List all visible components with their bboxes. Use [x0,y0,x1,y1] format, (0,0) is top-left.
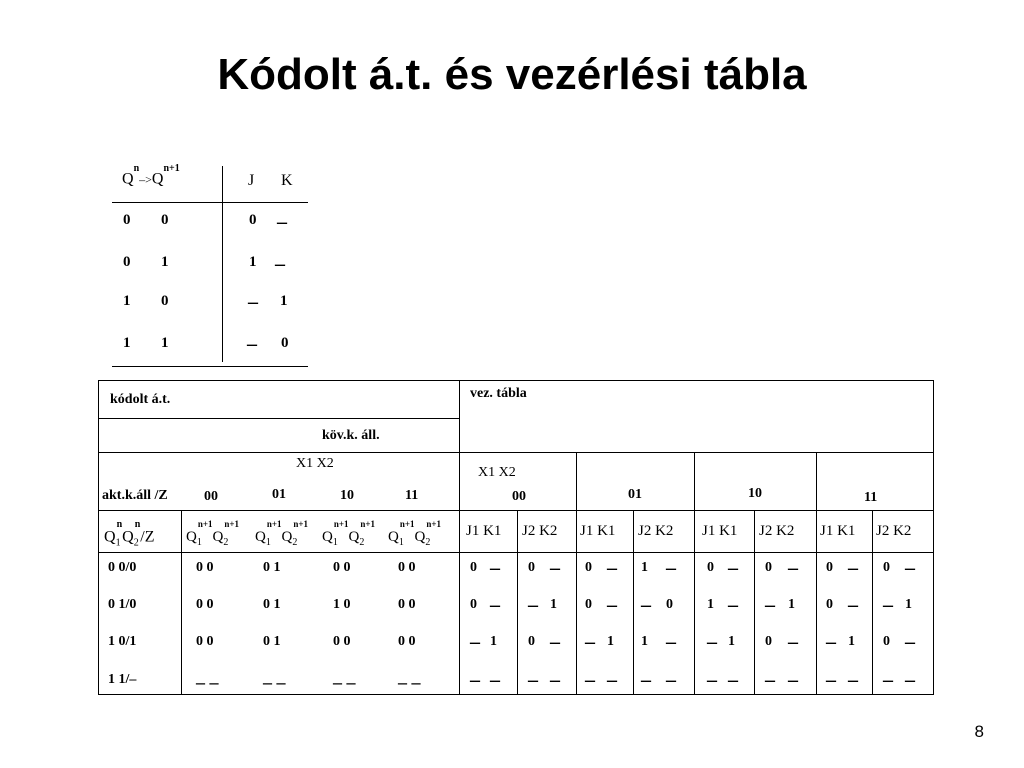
jk-value-cell: 1 [788,597,795,612]
next-state-cell: 1 0 [333,597,351,612]
state-cell [108,598,136,612]
jk-value-cell: – [826,669,836,691]
qn1-header [388,519,441,548]
jk-value-cell: – [470,631,480,653]
input-11-left: 11 [405,488,419,503]
rule [98,418,460,419]
jk-header-group [702,524,737,539]
input-01-right: 01 [628,487,642,502]
q1: Q [186,529,197,545]
next-state-cell: 0 0 [333,634,351,649]
jk-value-cell: – [666,631,676,653]
next-state-cell: 0 0 [398,597,416,612]
jk-value-cell: 0 [707,560,714,575]
jk-value-cell: 1 [641,634,648,649]
jk-cell: 1 [123,335,131,351]
jk-cell: 0 [281,335,289,351]
jk-value-cell: – [848,669,858,691]
next-state-cell: 0 0 [398,634,416,649]
jk-value-cell: 1 [550,597,557,612]
jk-header-group [876,524,911,539]
next-state-cell: – – [398,672,421,692]
input-10-right: 10 [748,486,762,501]
next-state-cell: 0 0 [333,560,351,575]
state-cell [108,673,136,687]
z-label: /Z [140,528,155,546]
rule [933,380,934,694]
state-code: 1 0 [108,634,126,649]
jk-header-transition [122,163,180,188]
sup-n1: n+1 [266,519,282,529]
jk-value-cell: – [528,594,538,616]
k2-header: K2 [539,523,558,539]
jk-value-cell: – [765,669,775,691]
jk-value-cell: 1 [490,634,497,649]
next-state-cell: – – [333,672,356,692]
jk-header-group [820,524,855,539]
z-value: /– [125,672,137,687]
sub-1: 1 [196,537,202,548]
jk-cell: 0 [123,254,131,270]
jk-bottom-rule [112,366,308,367]
j1-header: J1 [580,523,594,539]
rule [633,510,634,694]
sup-n1: n+1 [399,519,415,529]
z-value: /0 [125,597,137,612]
input-00-left: 00 [204,489,218,504]
jk-cell: – [248,291,258,313]
jk-cell: 0 [161,212,169,228]
sup-n1: n+1 [197,519,213,529]
sup-n: n [116,519,123,530]
jk-value-cell: – [788,631,798,653]
sub-1: 1 [265,537,271,548]
jk-header-group [580,524,615,539]
jk-cell: – [277,211,287,233]
jk-cell: 1 [249,254,257,270]
jk-value-cell: 0 [765,560,772,575]
sub-2: 2 [425,537,431,548]
jk-value-cell: 0 [826,597,833,612]
jk-value-cell: 0 [585,560,592,575]
next-state-cell: 0 1 [263,597,281,612]
k1-header: K1 [483,523,502,539]
jk-value-cell: – [883,594,893,616]
jk-value-cell: – [550,669,560,691]
jk-value-cell: 0 [470,560,477,575]
rule [98,380,934,381]
header-q: Q [122,170,134,188]
jk-vertical-rule [222,166,223,362]
header-sup-n: n [133,163,140,174]
jk-value-cell: – [666,669,676,691]
next-state-cell: 0 1 [263,560,281,575]
jk-value-cell: – [883,669,893,691]
jk-cell: 1 [161,254,169,270]
jk-cell: 0 [249,212,257,228]
rule [517,510,518,694]
state-code: 1 1 [108,672,126,687]
jk-header-rule [112,202,308,203]
header-arrow: –> [139,172,152,187]
j2-header: J2 [876,523,890,539]
jk-value-cell: – [607,594,617,616]
jk-header-k: K [281,172,293,189]
rule [98,552,934,553]
jk-header-group [522,524,557,539]
state-code: 0 0 [108,560,126,575]
rule [98,380,99,694]
sub-1: 1 [115,537,121,549]
sup-n1: n+1 [293,519,308,529]
jk-value-cell: – [490,669,500,691]
jk-value-cell: 0 [883,560,890,575]
qn1-header [322,519,375,548]
rule [872,510,873,694]
page-title: Kódolt á.t. és vezérlési tábla [217,50,807,99]
jk-value-cell: – [788,669,798,691]
jk-cell: 1 [123,293,131,309]
jk-value-cell: 1 [728,634,735,649]
k2-header: K2 [893,523,912,539]
sub-2: 2 [133,537,139,549]
jk-value-cell: – [728,669,738,691]
q2: Q [122,528,134,546]
qn1-header [186,519,239,548]
sub-1: 1 [398,537,404,548]
jk-value-cell: 0 [883,634,890,649]
state-cell [108,561,136,575]
jk-value-cell: 0 [765,634,772,649]
sup-n1: n+1 [333,519,349,529]
k2-header: K2 [655,523,674,539]
input-01-left: 01 [272,487,286,502]
rule [181,510,182,694]
jk-value-cell: – [765,594,775,616]
q2: Q [212,529,224,545]
kov-label: köv.k. áll. [322,428,380,443]
state-cell [108,635,136,649]
jk-value-cell: – [905,669,915,691]
q2: Q [281,529,293,545]
q2: Q [414,529,426,545]
sup-n1: n+1 [224,519,239,529]
rule [98,510,934,511]
jk-value-cell: – [826,631,836,653]
jk-value-cell: – [728,594,738,616]
jk-header-group [466,524,501,539]
header-q2: Q [151,170,164,188]
sub-2: 2 [292,537,298,548]
jk-value-cell: – [728,557,738,579]
j1-header: J1 [820,523,834,539]
vez-label: vez. tábla [470,386,527,401]
k2-header: K2 [776,523,795,539]
z-value: /1 [125,634,137,649]
z-value: /0 [125,560,137,575]
k1-header: K1 [597,523,616,539]
rule [694,452,695,694]
header-sup-n1: n+1 [163,163,180,174]
sub-2: 2 [223,537,229,548]
rule [816,452,817,694]
state-code: 0 1 [108,597,126,612]
next-state-cell: – – [263,672,286,692]
rule [98,694,934,695]
jk-value-cell: – [707,669,717,691]
jk-value-cell: – [528,669,538,691]
sup-n1: n+1 [360,519,375,529]
j2-header: J2 [759,523,773,539]
jk-cell: 0 [123,212,131,228]
jk-header-group [638,524,673,539]
x1x2-left: X1 X2 [296,456,334,471]
jk-value-cell: – [788,557,798,579]
next-state-cell: 0 1 [263,634,281,649]
rule [98,452,934,453]
jk-header-j: J [248,172,255,189]
k1-header: K1 [837,523,856,539]
next-state-cell: 0 0 [196,634,214,649]
jk-cell: – [247,333,257,355]
sup-n1: n+1 [426,519,441,529]
x1x2-right: X1 X2 [478,465,516,480]
jk-value-cell: 0 [470,597,477,612]
jk-cell: – [275,253,285,275]
jk-value-cell: 1 [707,597,714,612]
jk-value-cell: – [550,631,560,653]
j1-header: J1 [702,523,716,539]
q1: Q [104,528,116,546]
jk-cell: 1 [280,293,288,309]
jk-value-cell: – [550,557,560,579]
q-state-header [104,519,155,549]
jk-value-cell: 1 [905,597,912,612]
jk-value-cell: 0 [585,597,592,612]
jk-value-cell: 1 [607,634,614,649]
jk-cell: 0 [161,293,169,309]
jk-value-cell: – [666,557,676,579]
q1: Q [322,529,333,545]
rule [576,452,577,694]
jk-value-cell: – [585,631,595,653]
sub-2: 2 [359,537,365,548]
next-state-cell: 0 0 [398,560,416,575]
sub-1: 1 [332,537,338,548]
j2-header: J2 [638,523,652,539]
jk-value-cell: – [905,631,915,653]
jk-header-group [759,524,794,539]
j2-header: J2 [522,523,536,539]
input-11-right: 11 [864,490,878,505]
next-state-cell: – – [196,672,219,692]
jk-value-cell: – [848,557,858,579]
next-state-cell: 0 0 [196,560,214,575]
kodolt-label: kódolt á.t. [110,392,171,407]
jk-value-cell: 0 [528,560,535,575]
jk-value-cell: – [607,669,617,691]
akt-label: akt.k.áll /Z [102,488,168,503]
jk-value-cell: – [490,594,500,616]
jk-value-cell: 1 [848,634,855,649]
input-00-right: 00 [512,489,526,504]
jk-value-cell: – [641,669,651,691]
jk-value-cell: – [641,594,651,616]
jk-value-cell: – [470,669,480,691]
qn1-header [255,519,308,548]
q2: Q [348,529,360,545]
rule [754,510,755,694]
sup-n: n [134,519,141,530]
jk-value-cell: – [707,631,717,653]
j1-header: J1 [466,523,480,539]
rule [459,380,460,694]
next-state-cell: 0 0 [196,597,214,612]
jk-value-cell: – [607,557,617,579]
jk-value-cell: – [490,557,500,579]
jk-value-cell: – [585,669,595,691]
jk-value-cell: – [848,594,858,616]
jk-value-cell: 0 [826,560,833,575]
jk-cell: 1 [161,335,169,351]
k1-header: K1 [719,523,738,539]
jk-value-cell: 0 [666,597,673,612]
jk-value-cell: 1 [641,560,648,575]
input-10-left: 10 [340,488,354,503]
jk-value-cell: – [905,557,915,579]
q1: Q [388,529,399,545]
page-number: 8 [974,722,984,741]
jk-value-cell: 0 [528,634,535,649]
q1: Q [255,529,266,545]
